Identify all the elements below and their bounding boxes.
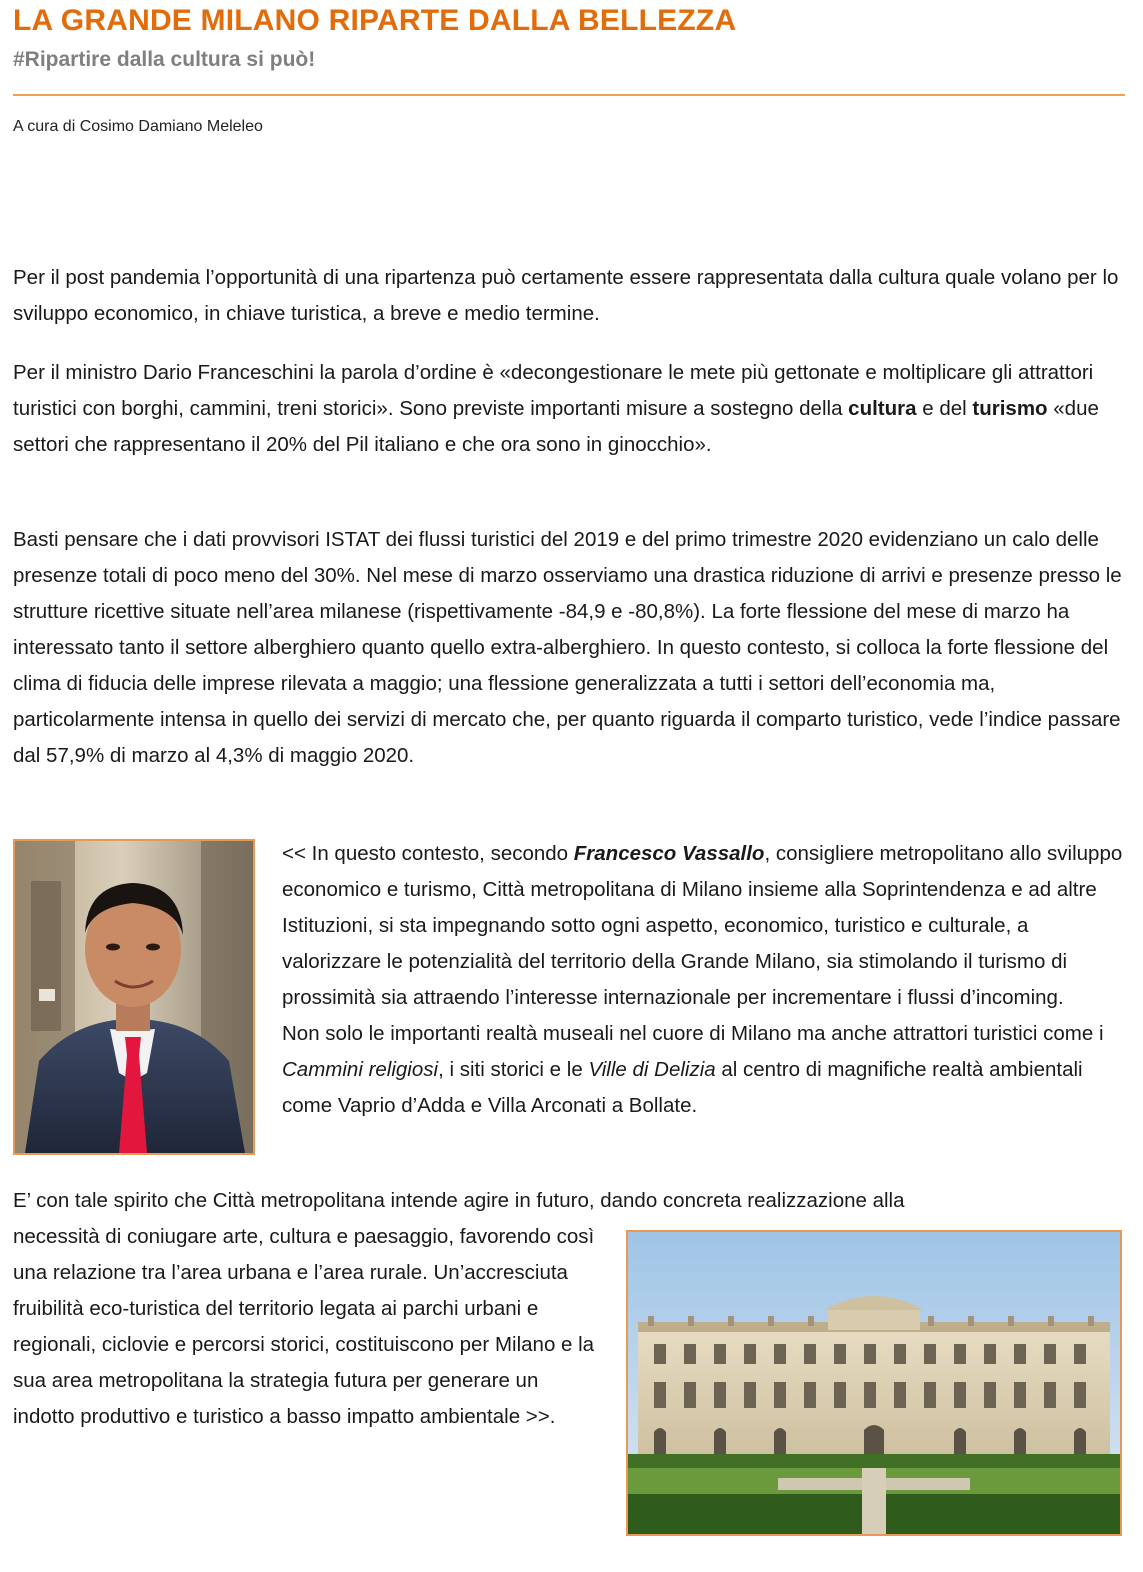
italic-cammini-religiosi: Cammini religiosi [282, 1058, 439, 1081]
closing-first-line: E’ con tale spirito che Città metropolitana intende agire in futuro, dando concreta realizzazione alla [13, 1189, 905, 1212]
portrait-photo [13, 839, 255, 1155]
header-divider [13, 94, 1125, 96]
paragraph-intro: Per il post pandemia l’opportunità di una ripartenza può certamente essere rappresentata dalla cultura quale volano per lo sviluppo economico, in chiave turistica, a breve e medio termine. [13, 266, 1119, 325]
bold-cultura: cultura [848, 397, 917, 420]
quoted-person-name: Francesco Vassallo [573, 842, 765, 865]
article-title: LA GRANDE MILANO RIPARTE DALLA BELLEZZA [13, 4, 737, 37]
byline: A cura di Cosimo Damiano Meleleo [13, 118, 263, 135]
article-subtitle: #Ripartire dalla cultura si può! [13, 48, 316, 71]
italic-ville-di-delizia: Ville di Delizia [588, 1058, 716, 1081]
closing-paragraph: necessità di coniugare arte, cultura e paesaggio, favorendo così una relazione tra l’area urbana e l’area rurale. Un’accresciuta fruibilità eco-turistica del territorio legata ai parchi urbani e regionali, ciclovie e percorsi storici, costituiscono per Milano e la sua area metropolitana la strategia futura per generare un indotto produttivo e turistico a basso impatto ambientale >>. [13, 1225, 595, 1428]
villa-photo [626, 1230, 1122, 1536]
paragraph-istat: Basti pensare che i dati provvisori ISTAT dei flussi turistici del 2019 e del primo trimestre 2020 evidenziano un calo delle presenze totali di poco meno del 30%. Nel mese di marzo osserviamo una drastica riduzione di arrivi e presenze presso le strutture ricettive situate nell’area milanese (rispettivamente -84,9 e -80,8%). La forte flessione del mese di marzo ha interessato tanto il settore alberghiero quanto quello extra-alberghiero. In questo contesto, si colloca la forte flessione del clima di fiducia delle imprese rilevata a maggio; una flessione generalizzata a tutti i settori dell’economia ma, particolarmente intensa in quello dei servizi di mercato che, per quanto riguarda il comparto turistico, vede l’indice passare dal 57,9% di marzo al 4,3% di maggio 2020. [13, 528, 1122, 767]
quote-vassallo: << In questo contesto, secondo Francesco Vassallo, consigliere metropolitano allo sviluppo economico e turismo, Città metropolitana di Milano insieme alla Soprintendenza e ad altre Istituzioni, si sta impegnando sotto ogni aspetto, economico, turistico e culturale, a valorizzare le potenzialità del territorio della Grande Milano, sia stimolando il turismo di prossimità sia attraendo l’interesse internazionale per incrementare i flussi d’incoming. Non solo le importanti realtà museali nel cuore di Milano ma anche attrattori turistici come i Cammini religiosi, i siti storici e le Ville di Delizia al centro di magnifiche realtà ambientali come Vaprio d’Adda e Villa Arconati a Bollate. [282, 842, 1123, 1117]
paragraph-minister: Per il ministro Dario Franceschini la parola d’ordine è «decongestionare le mete più gettonate e moltiplicare gli attrattori turistici con borghi, cammini, treni storici». Sono previste importanti misure a sostegno della cultura e del turismo «due settori che rappresentano il 20% del Pil italiano e che ora sono in ginocchio». [13, 361, 1099, 456]
bold-turismo: turismo [972, 397, 1048, 420]
